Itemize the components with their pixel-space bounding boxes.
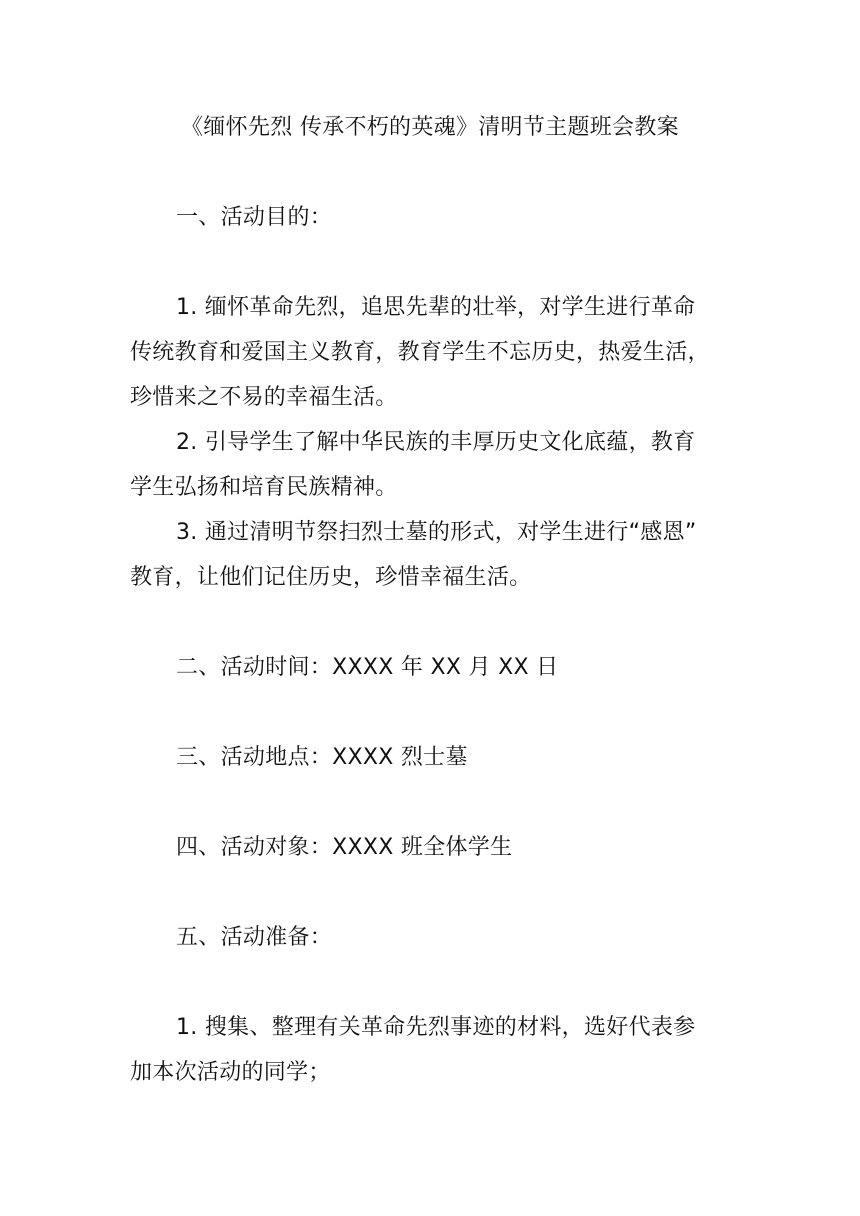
purpose-item-1-line-2: 传统教育和爱国主义教育，教育学生不忘历史，热爱生活， — [130, 340, 710, 365]
document-title: 《缅怀先烈 传承不朽的英魂》清明节主题班会教案 — [181, 115, 679, 140]
purpose-item-2-line-1: 2. 引导学生了解中华民族的丰厚历史文化底蕴，教育 — [176, 430, 696, 455]
preparation-item-1-line-2: 加本次活动的同学； — [130, 1060, 331, 1085]
purpose-item-1-line-1: 1. 缅怀革命先烈，追思先辈的壮举，对学生进行革命 — [176, 295, 696, 320]
purpose-item-1-line-3: 珍惜来之不易的幸福生活。 — [130, 385, 398, 410]
section-heading-time: 二、活动时间：XXXX 年 XX 月 XX 日 — [176, 655, 559, 680]
section-heading-participants: 四、活动对象：XXXX 班全体学生 — [176, 835, 513, 860]
purpose-item-3-line-2: 教育，让他们记住历史，珍惜幸福生活。 — [130, 565, 532, 590]
purpose-item-3-line-1: 3. 通过清明节祭扫烈士墓的形式，对学生进行“感恩” — [176, 520, 697, 545]
preparation-item-1-line-1: 1. 搜集、整理有关革命先烈事迹的材料，选好代表参 — [176, 1015, 696, 1040]
section-heading-purpose: 一、活动目的： — [176, 205, 333, 230]
purpose-item-2-line-2: 学生弘扬和培育民族精神。 — [130, 475, 398, 500]
section-heading-location: 三、活动地点：XXXX 烈士墓 — [176, 745, 468, 770]
section-heading-preparation: 五、活动准备： — [176, 925, 333, 950]
